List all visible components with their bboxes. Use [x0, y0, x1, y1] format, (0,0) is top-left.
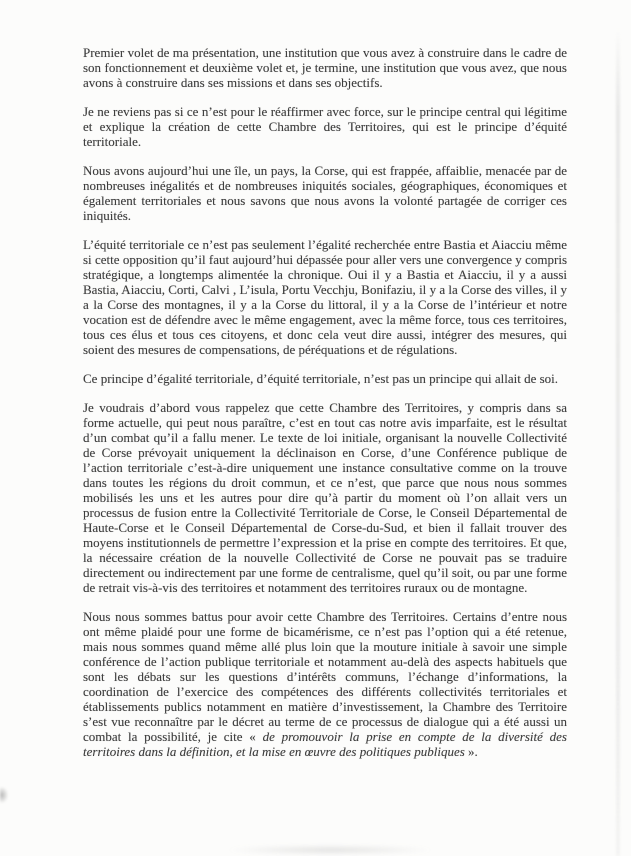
scan-smudge-left: [0, 787, 8, 803]
paragraph-1: Premier volet de ma présentation, une institution que vous avez à construire dans le cadre de son fonctionnement et deuxième volet et, je termine, une institution que vous avez, que nous avons à construire dans ses missions et dans ses objectifs.: [83, 45, 567, 90]
paragraph-7-lead: Nous nous sommes battus pour avoir cette Chambre des Territoires. Certains d’entre nous ont même plaidé pour une forme de bicamérisme, ce n’est pas l’option qui a été retenue, mais nous sommes quand même allé plus loin que la mouture initiale à savoir une simple conférence de l’action publique territoriale et notamment au-delà des aspects habituels que sont les débats sur les questions d’intérêts communs, l’échange d’informations, la coordination de l’exercice des compétences des différents collectivités territoriales et établissements publics notamment en matière d’investissement, la Chambre des Territoire s’est vue reconnaître par le décret au terme de ce processus de dialogue qui a été aussi un combat la possibilité, je cite «: [83, 609, 567, 744]
paragraph-6: Je voudrais d’abord vous rappelez que cette Chambre des Territoires, y compris dans sa forme actuelle, qui peut nous paraître, c’est en tout cas notre avis imparfaite, est le résultat d’un combat qu’il a fallu mener. Le texte de loi initiale, organisant la nouvelle Collectivité de Corse prévoyait uniquement la déclinaison en Corse, d’une Conférence publique de l’action territoriale c’est-à-dire uniquement une instance consultative comme on la trouve dans toutes les régions du droit commun, et ce n’est, que parce que nous nous sommes mobilisés les uns et les autres pour dire qu’à partir du moment où l’on allait vers un processus de fusion entre la Collectivité Territoriale de Corse, le Conseil Départemental de Haute-Corse et le Conseil Départemental de Corse-du-Sud, et bien il fallait trouver des moyens institutionnels de permettre l’expression et la prise en compte des territoires. Et que, la nécessaire création de la nouvelle Collectivité de Corse ne pouvait pas se traduire directement ou indirectement par une forme de centralisme, quel qu’il soit, ou par une forme de retrait vis-à-vis des territoires et notamment des territoires ruraux ou de montagne.: [83, 400, 567, 595]
quote-italic: de promouvoir la prise en compte de la diversité des territoires dans la définition, et la mise en œuvre des politiques publiques: [83, 729, 567, 759]
scan-streak-right: [616, 28, 620, 856]
scan-smudge-bottom: [225, 845, 435, 855]
paragraph-5: Ce principe d’égalité territoriale, d’équité territoriale, n’est pas un principe qui allait de soi.: [83, 371, 559, 386]
paragraph-7: [83, 609, 567, 759]
page-text: [83, 45, 567, 773]
quote-close: ».: [464, 744, 478, 759]
paragraph-3: Nous avons aujourd’hui une île, un pays, la Corse, qui est frappée, affaiblie, menacée par de nombreuses inégalités et de nombreuses iniquités sociales, géographiques, économiques et également territoriales et nous savons que nous avons la volonté partagée de corriger ces iniquités.: [83, 163, 567, 223]
paragraph-2: Je ne reviens pas si ce n’est pour le réaffirmer avec force, sur le principe central qui légitime et explique la création de cette Chambre des Territoires, qui est le principe d’équité territoriale.: [83, 104, 567, 149]
paragraph-4: L’équité territoriale ce n’est pas seulement l’égalité recherchée entre Bastia et Aiacciu même si cette opposition qu’il faut aujourd’hui dépassée pour aller vers une convergence y compris stratégique, a longtemps alimentée la chronique. Oui il y a Bastia et Aiacciu, il y a aussi Bastia, Aiacciu, Corti, Calvi , L’isula, Portu Vecchju, Bonifaziu, il y a la Corse des villes, il y a la Corse des montagnes, il y a la Corse du littoral, il y a la Corse de l’intérieur et notre vocation est de défendre avec le même engagement, avec la même force, tous ces territoires, tous ces élus et tous ces citoyens, et donc cela veut dire aussi, intégrer des mesures, qui soient des mesures de compensations, de péréquations et de régulations.: [83, 237, 567, 357]
